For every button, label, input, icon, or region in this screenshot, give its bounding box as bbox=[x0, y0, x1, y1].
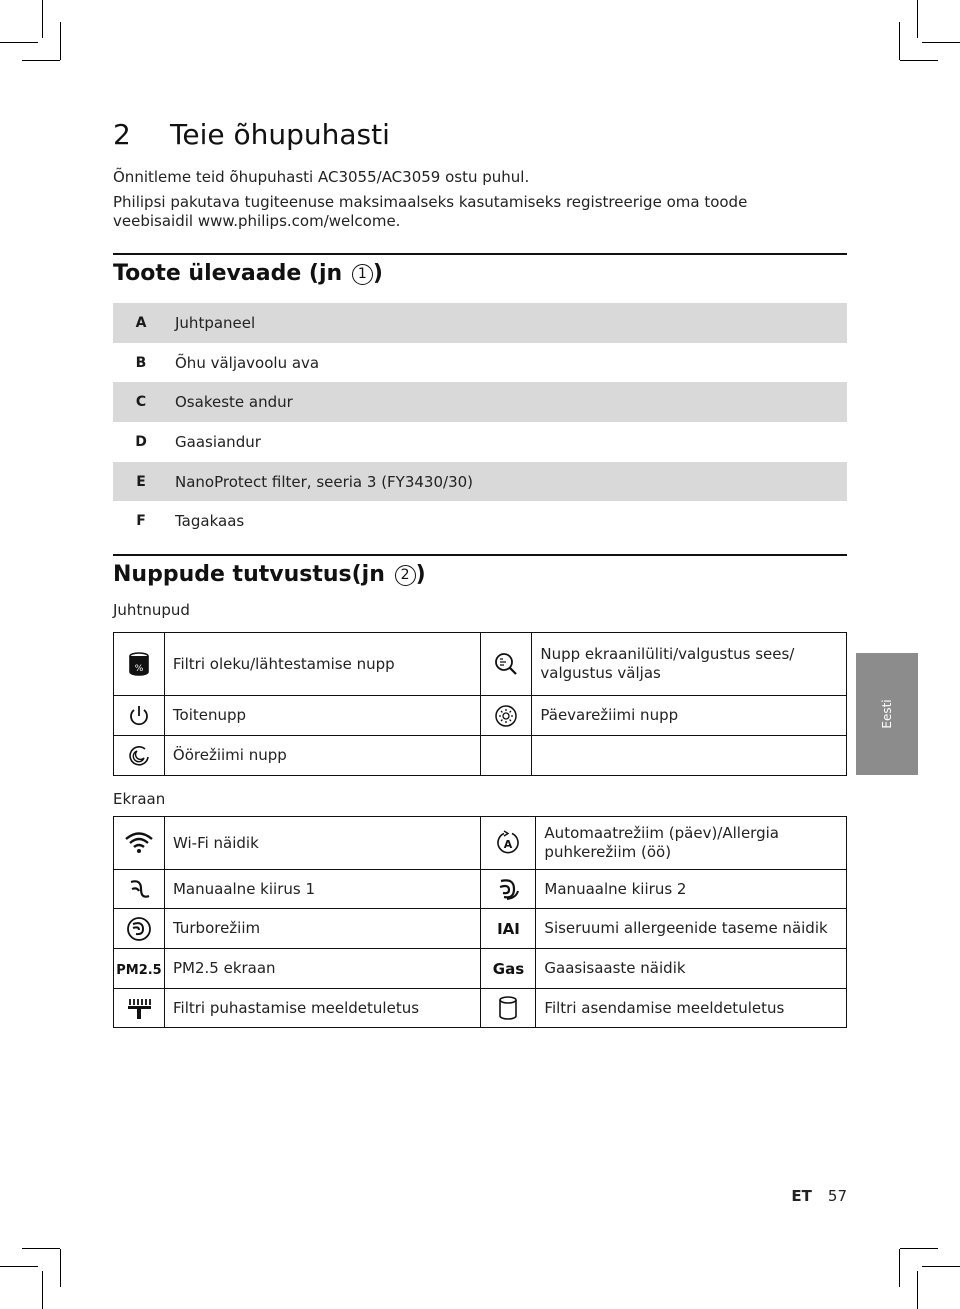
table-row bbox=[114, 633, 847, 696]
crop-mark bbox=[899, 22, 900, 60]
item-text: Gaasiandur bbox=[175, 432, 261, 451]
light-switch-icon bbox=[481, 633, 532, 696]
table-row bbox=[114, 989, 847, 1028]
table-cell: Filtri asendamise meeldetuletus bbox=[536, 989, 847, 1028]
table-cell: Gaasisaaste näidik bbox=[536, 949, 847, 989]
overview-title bbox=[113, 261, 383, 286]
section-divider bbox=[113, 554, 847, 556]
buttons-title-text: Nuppude tutvustus(jn bbox=[113, 562, 385, 587]
crop-mark bbox=[922, 1266, 960, 1267]
allergen-index-icon bbox=[481, 909, 536, 949]
list-item bbox=[113, 501, 847, 541]
table-cell: PM2.5 ekraan bbox=[164, 949, 481, 989]
item-letter: A bbox=[135, 314, 147, 331]
night-mode-icon bbox=[114, 736, 165, 776]
filter-reset-icon bbox=[114, 633, 165, 696]
table-cell: Wi-Fi näidik bbox=[164, 817, 481, 870]
crop-mark bbox=[0, 1266, 38, 1267]
crop-mark bbox=[42, 1271, 43, 1309]
overview-title-text: Toote ülevaade (jn bbox=[113, 261, 343, 286]
crop-mark bbox=[60, 1249, 61, 1287]
item-letter: B bbox=[135, 354, 147, 371]
crop-mark bbox=[22, 1248, 60, 1249]
empty-cell bbox=[481, 736, 532, 776]
display-label: Ekraan bbox=[113, 790, 166, 808]
table-cell: Manuaalne kiirus 1 bbox=[164, 870, 481, 909]
item-letter: C bbox=[135, 394, 147, 411]
chapter-number: 2 bbox=[113, 118, 131, 151]
item-text: Õhu väljavoolu ava bbox=[175, 353, 320, 372]
controls-table bbox=[113, 632, 847, 776]
chapter-title bbox=[113, 118, 390, 151]
page-number: 57 bbox=[827, 1187, 847, 1205]
table-cell: Öörežiimi nupp bbox=[164, 736, 481, 776]
buttons-title-close: ) bbox=[415, 562, 426, 587]
intro-line-1: Õnnitleme teid õhupuhasti AC3055/AC3059 ostu puhul. bbox=[113, 168, 530, 186]
list-item bbox=[113, 343, 847, 383]
power-icon bbox=[114, 696, 165, 736]
svg-text:A: A bbox=[504, 838, 513, 851]
fan-speed-2-icon bbox=[481, 870, 536, 909]
table-cell: Filtri oleku/lähtestamise nupp bbox=[164, 633, 481, 696]
list-item bbox=[113, 382, 847, 422]
table-cell: Toitenupp bbox=[164, 696, 481, 736]
item-letter: D bbox=[135, 433, 147, 450]
filter-clean-icon bbox=[114, 989, 165, 1028]
item-letter: E bbox=[136, 473, 146, 490]
item-text: NanoProtect filter, seeria 3 (FY3430/30) bbox=[175, 472, 474, 491]
overview-list bbox=[113, 303, 847, 541]
crop-mark bbox=[922, 42, 960, 43]
table-cell: Turborežiim bbox=[164, 909, 481, 949]
gas-icon-text: Gas bbox=[492, 959, 525, 978]
language-tab bbox=[856, 653, 918, 775]
empty-cell bbox=[532, 736, 847, 776]
language-tab-label: Eesti bbox=[880, 699, 894, 729]
buttons-title bbox=[113, 562, 426, 587]
svg-text:%: % bbox=[134, 664, 144, 674]
footer-language: ET bbox=[791, 1187, 812, 1205]
pm25-icon-text: PM2.5 bbox=[116, 962, 162, 978]
crop-mark bbox=[22, 60, 60, 61]
crop-mark bbox=[0, 42, 38, 43]
day-mode-icon bbox=[481, 696, 532, 736]
item-text: Tagakaas bbox=[175, 512, 245, 531]
crop-mark bbox=[60, 22, 61, 60]
table-cell: Siseruumi allergeenide taseme näidik bbox=[536, 909, 847, 949]
section-divider bbox=[113, 253, 847, 255]
crop-mark bbox=[900, 1248, 938, 1249]
table-row bbox=[114, 736, 847, 776]
list-item bbox=[113, 303, 847, 343]
pm25-icon bbox=[114, 949, 165, 989]
turbo-icon bbox=[114, 909, 165, 949]
chapter-title-text: Teie õhupuhasti bbox=[170, 118, 390, 151]
controls-label: Juhtnupud bbox=[113, 601, 190, 619]
table-cell: Filtri puhastamise meeldetuletus bbox=[164, 989, 481, 1028]
crop-mark bbox=[917, 1271, 918, 1309]
table-row bbox=[114, 909, 847, 949]
table-cell: Päevarežiimi nupp bbox=[532, 696, 847, 736]
filter-replace-icon bbox=[481, 989, 536, 1028]
crop-mark bbox=[900, 60, 938, 61]
table-cell: Automaatrežiim (päev)/Allergia puhkerežiim (öö) bbox=[536, 817, 847, 870]
allergen-index-icon-text: IAI bbox=[497, 919, 520, 938]
table-row bbox=[114, 870, 847, 909]
intro-line-2: Philipsi pakutava tugiteenuse maksimaalseks kasutamiseks registreerige oma toode veebisaidil www.philips.com/welcome. bbox=[113, 193, 748, 230]
table-row bbox=[114, 949, 847, 989]
item-letter: F bbox=[136, 513, 146, 530]
overview-title-close: ) bbox=[372, 261, 383, 286]
crop-mark bbox=[42, 0, 43, 38]
item-text: Osakeste andur bbox=[175, 393, 293, 412]
wifi-icon bbox=[114, 817, 165, 870]
item-text: Juhtpaneel bbox=[175, 313, 256, 332]
list-item bbox=[113, 422, 847, 462]
list-item bbox=[113, 462, 847, 502]
fan-speed-1-icon bbox=[114, 870, 165, 909]
table-cell: Manuaalne kiirus 2 bbox=[536, 870, 847, 909]
figure-number: 1 bbox=[352, 264, 373, 285]
crop-mark bbox=[899, 1249, 900, 1287]
figure-number: 2 bbox=[395, 565, 416, 586]
crop-mark bbox=[917, 0, 918, 38]
page-footer bbox=[791, 1187, 847, 1205]
table-row bbox=[114, 696, 847, 736]
table-row bbox=[114, 817, 847, 870]
gas-icon bbox=[481, 949, 536, 989]
table-cell: Nupp ekraanilüliti/valgustus sees/ valgustus väljas bbox=[532, 633, 847, 696]
display-table bbox=[113, 816, 847, 1028]
auto-mode-icon bbox=[481, 817, 536, 870]
